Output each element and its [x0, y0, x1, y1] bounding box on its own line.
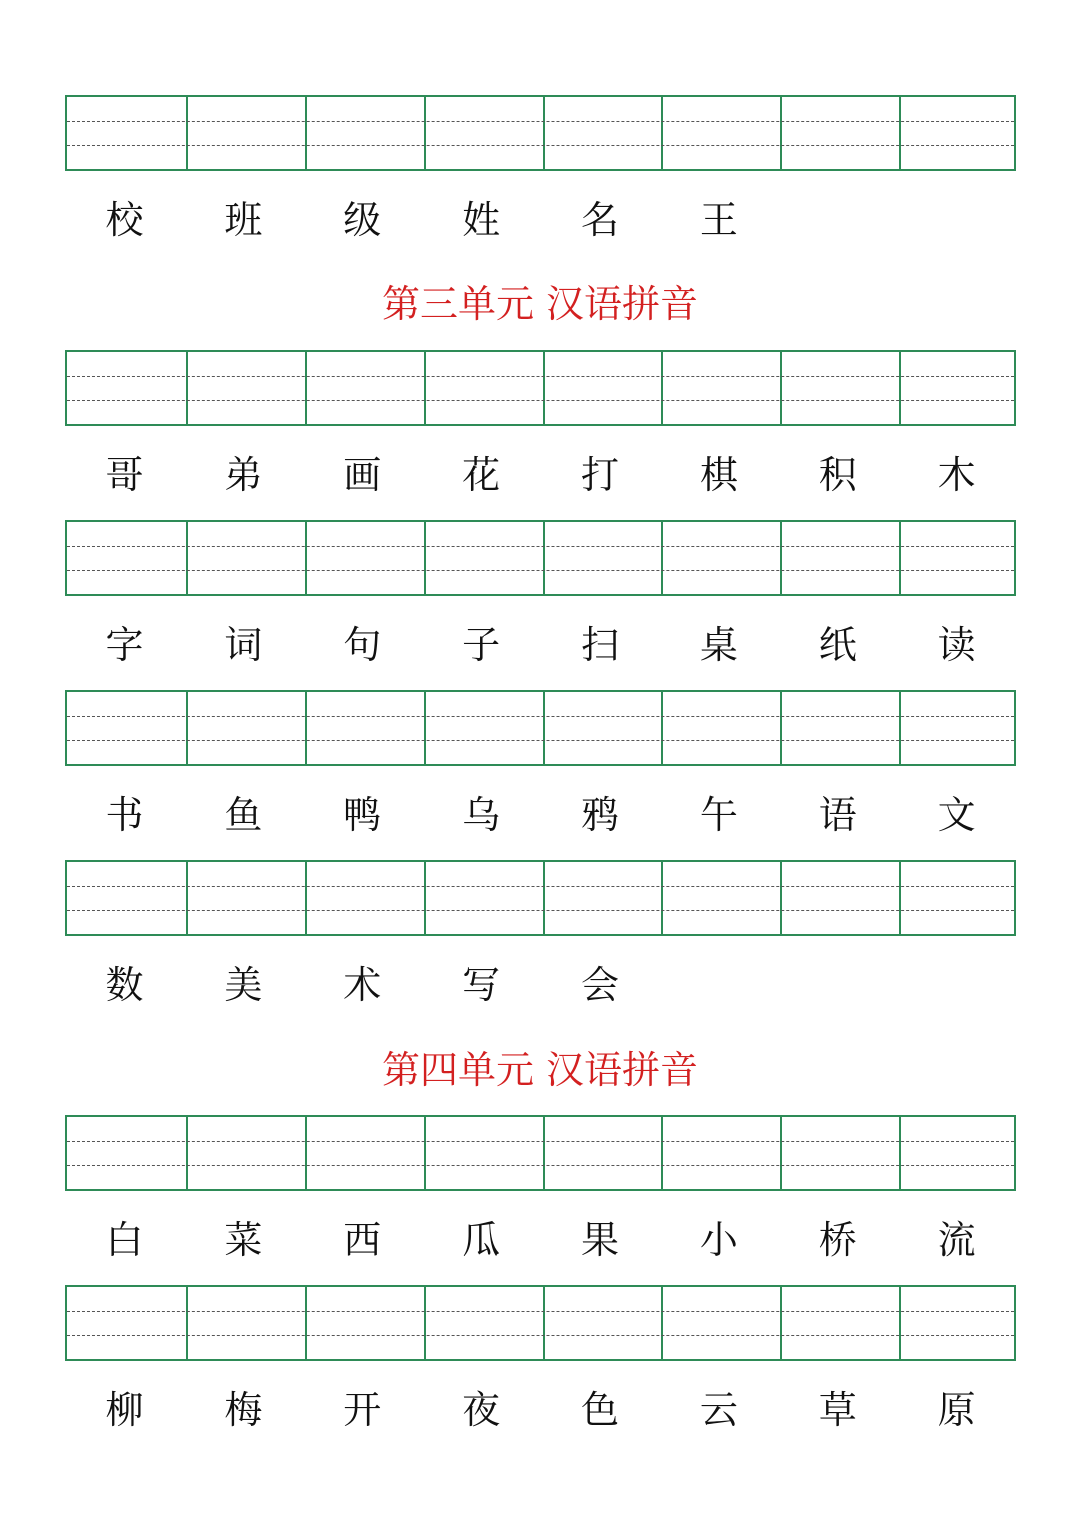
pinyin-cell: [661, 1287, 780, 1359]
hanzi-char: 小: [699, 1218, 738, 1262]
guide-line: [67, 716, 1014, 717]
pinyin-grid-row-7: [65, 1285, 1016, 1361]
pinyin-cell: [424, 1117, 543, 1189]
pinyin-cell: [780, 352, 899, 424]
section-title-unit-3: 第三单元 汉语拼音: [381, 282, 699, 326]
hanzi-char: 文: [937, 793, 976, 837]
char-row-4: [65, 785, 1016, 845]
pinyin-cell: [67, 352, 186, 424]
guide-line: [67, 1335, 1014, 1336]
hanzi-char: 夜: [462, 1388, 501, 1432]
pinyin-cell: [186, 1287, 305, 1359]
hanzi-char: 子: [462, 623, 501, 667]
hanzi-char: 哥: [105, 453, 144, 497]
pinyin-cell: [661, 692, 780, 764]
guide-line: [67, 886, 1014, 887]
pinyin-cell: [543, 522, 662, 594]
pinyin-cell: [186, 97, 305, 169]
pinyin-cell: [186, 352, 305, 424]
pinyin-cell: [305, 97, 424, 169]
hanzi-char: 打: [580, 453, 619, 497]
pinyin-cell: [424, 352, 543, 424]
pinyin-cell: [186, 692, 305, 764]
guide-line: [67, 546, 1014, 547]
hanzi-char: 西: [343, 1218, 382, 1262]
pinyin-cell: [661, 1117, 780, 1189]
pinyin-cell: [186, 522, 305, 594]
guide-line: [67, 1165, 1014, 1166]
hanzi-char: 桌: [699, 623, 738, 667]
hanzi-char: 积: [818, 453, 857, 497]
char-row-5: [65, 955, 1016, 1015]
hanzi-char: 字: [105, 623, 144, 667]
pinyin-cell: [305, 352, 424, 424]
hanzi-char: 乌: [462, 793, 501, 837]
hanzi-char: 书: [105, 793, 144, 837]
pinyin-cell: [424, 97, 543, 169]
hanzi-char: 画: [343, 453, 382, 497]
hanzi-char: 瓜: [462, 1218, 501, 1262]
hanzi-char: 午: [699, 793, 738, 837]
pinyin-cell: [543, 1117, 662, 1189]
pinyin-grid-row-6: [65, 1115, 1016, 1191]
pinyin-cell: [186, 1117, 305, 1189]
pinyin-cell: [67, 862, 186, 934]
pinyin-cell: [305, 862, 424, 934]
char-row-2: [65, 445, 1016, 505]
pinyin-cell: [186, 862, 305, 934]
pinyin-cell: [661, 522, 780, 594]
pinyin-cell: [780, 692, 899, 764]
pinyin-cell: [305, 522, 424, 594]
pinyin-cell: [67, 692, 186, 764]
pinyin-cell: [424, 1287, 543, 1359]
hanzi-char: 菜: [224, 1218, 263, 1262]
hanzi-char: 写: [462, 963, 501, 1007]
hanzi-char: 桥: [818, 1218, 857, 1262]
pinyin-cell: [899, 97, 1018, 169]
hanzi-char: 美: [224, 963, 263, 1007]
pinyin-grid-row-3: [65, 520, 1016, 596]
pinyin-cell: [780, 97, 899, 169]
hanzi-char: 语: [818, 793, 857, 837]
hanzi-char: 白: [105, 1218, 144, 1262]
pinyin-grid-row-5: [65, 860, 1016, 936]
hanzi-char: 鸭: [343, 793, 382, 837]
hanzi-char: 梅: [224, 1388, 263, 1432]
pinyin-cell: [899, 862, 1018, 934]
hanzi-char: 术: [343, 963, 382, 1007]
hanzi-char: 果: [580, 1218, 619, 1262]
pinyin-cell: [661, 352, 780, 424]
pinyin-cell: [543, 352, 662, 424]
guide-line: [67, 910, 1014, 911]
pinyin-cell: [780, 1287, 899, 1359]
pinyin-cell: [543, 862, 662, 934]
pinyin-cell: [899, 522, 1018, 594]
hanzi-char: 草: [818, 1388, 857, 1432]
pinyin-cell: [661, 862, 780, 934]
pinyin-cell: [424, 692, 543, 764]
pinyin-cell: [899, 352, 1018, 424]
pinyin-cell: [780, 1117, 899, 1189]
pinyin-cell: [780, 862, 899, 934]
hanzi-char: 鱼: [224, 793, 263, 837]
hanzi-char: 弟: [224, 453, 263, 497]
pinyin-cell: [305, 1287, 424, 1359]
hanzi-char: 数: [105, 963, 144, 1007]
pinyin-cell: [543, 97, 662, 169]
hanzi-char: 流: [937, 1218, 976, 1262]
pinyin-grid-row-1: [65, 95, 1016, 171]
pinyin-cell: [780, 522, 899, 594]
section-title-unit-4: 第四单元 汉语拼音: [381, 1048, 699, 1092]
char-row-6: [65, 1210, 1016, 1270]
pinyin-cell: [899, 1287, 1018, 1359]
hanzi-char: 棋: [699, 453, 738, 497]
hanzi-char: 词: [224, 623, 263, 667]
guide-line: [67, 570, 1014, 571]
pinyin-cell: [305, 692, 424, 764]
hanzi-char: 读: [937, 623, 976, 667]
hanzi-char: 纸: [818, 623, 857, 667]
hanzi-char: 校: [105, 198, 144, 242]
guide-line: [67, 145, 1014, 146]
char-row-7: [65, 1380, 1016, 1440]
hanzi-char: 名: [580, 198, 619, 242]
pinyin-cell: [899, 1117, 1018, 1189]
pinyin-cell: [305, 1117, 424, 1189]
pinyin-grid-row-2: [65, 350, 1016, 426]
guide-line: [67, 400, 1014, 401]
guide-line: [67, 1311, 1014, 1312]
hanzi-char: 会: [580, 963, 619, 1007]
hanzi-char: 木: [937, 453, 976, 497]
pinyin-cell: [661, 97, 780, 169]
pinyin-cell: [899, 692, 1018, 764]
hanzi-char: 色: [580, 1388, 619, 1432]
guide-line: [67, 376, 1014, 377]
hanzi-char: 花: [462, 453, 501, 497]
pinyin-cell: [543, 692, 662, 764]
hanzi-char: 级: [343, 198, 382, 242]
pinyin-cell: [67, 97, 186, 169]
pinyin-cell: [543, 1287, 662, 1359]
hanzi-char: 原: [937, 1388, 976, 1432]
hanzi-char: 句: [343, 623, 382, 667]
pinyin-grid-row-4: [65, 690, 1016, 766]
pinyin-cell: [67, 1287, 186, 1359]
hanzi-char: 云: [699, 1388, 738, 1432]
hanzi-char: 开: [343, 1388, 382, 1432]
hanzi-char: 扫: [580, 623, 619, 667]
hanzi-char: 班: [224, 198, 263, 242]
hanzi-char: 姓: [462, 198, 501, 242]
pinyin-cell: [424, 522, 543, 594]
pinyin-cell: [67, 522, 186, 594]
char-row-1: [65, 190, 1016, 250]
hanzi-char: 王: [699, 198, 738, 242]
hanzi-char: 鸦: [580, 793, 619, 837]
pinyin-cell: [67, 1117, 186, 1189]
hanzi-char: 柳: [105, 1388, 144, 1432]
pinyin-cell: [424, 862, 543, 934]
char-row-3: [65, 615, 1016, 675]
guide-line: [67, 1141, 1014, 1142]
guide-line: [67, 121, 1014, 122]
guide-line: [67, 740, 1014, 741]
